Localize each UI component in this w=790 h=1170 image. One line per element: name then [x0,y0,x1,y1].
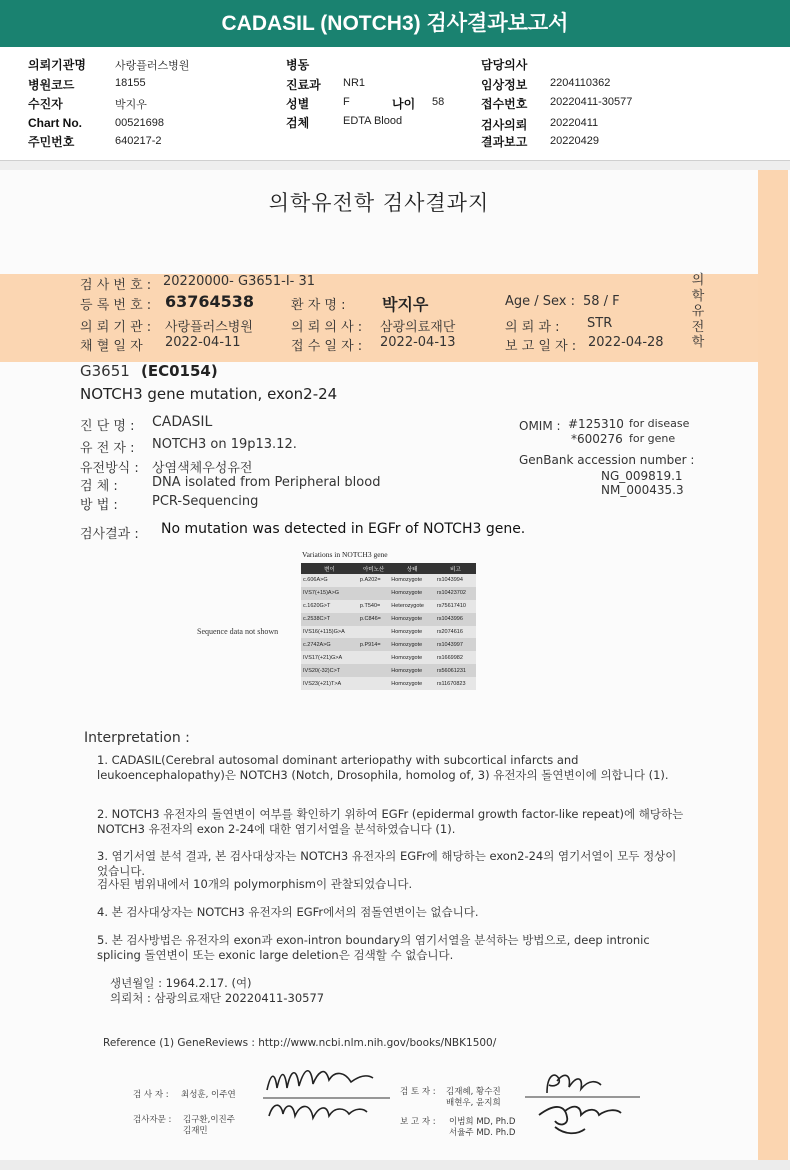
reporter-names-1: 이범희 MD, Ph.D [449,1117,516,1127]
reporter-names-2: 서율주 MD. Ph.D [449,1128,516,1138]
reviewer-signature [525,1065,645,1140]
reporter-label: 보 고 자 : [400,1117,436,1127]
specimen-label: 검체 [286,116,310,130]
band-patient-label: 환 자 명 : [291,298,346,313]
age-sex-label: Age / Sex : [505,294,576,309]
reviewer-label: 검 토 자 : [400,1087,436,1097]
interpretation-item-3: 3. 염기서열 분석 결과, 본 검사대상자는 NOTCH3 유전자의 EGFr에 해당하는 exon2-24의 염기서열이 모두 정상이었습니다. [97,849,677,878]
reg-no-value: 63764538 [165,292,255,311]
dept-label: 진료과 [286,78,321,92]
inheritance-label: 유전방식 : [80,461,139,476]
collect-value: 2022-04-11 [165,335,241,350]
interpretation-item-1: 1. CADASIL(Cerebral autosomal dominant arteriopathy with subcortical infarcts and leukoencephalopathy)은 NOTCH3 (Notch, Drosophila, homolog of, 3) 유전자의 돌연변이에 의합니다 (1). [97,753,669,782]
table-row [301,613,476,626]
ward-label: 병동 [286,58,310,72]
reference: Reference (1) GeneReviews : http://www.ncbi.nlm.nih.gov/books/NBK1500/ [103,1037,497,1049]
table-cell: Homozygote [389,677,435,690]
right-margin-strip [758,170,788,1160]
requester: 의뢰처 : 삼광의료재단 20220411-30577 [110,991,325,1005]
reviewer-names-2: 배현우, 윤지희 [446,1098,501,1108]
variants-header-row [301,563,476,574]
table-cell: rs75617410 [435,600,476,613]
table-cell: c.2538C>T [301,613,358,626]
table-cell: Heterozygote [389,600,435,613]
id-no-value: 640217-2 [115,135,162,147]
method-label: 방 법 : [80,498,118,513]
method-value: PCR-Sequencing [152,494,259,509]
clinical-label: 임상정보 [481,78,528,92]
doctor-label: 담당의사 [481,58,528,72]
advisor-names-2: 김재민 [183,1126,208,1136]
test-code-2: (EC0154) [141,362,218,380]
table-row [301,587,476,600]
chart-no-value: 00521698 [115,117,164,129]
band-dept-value: STR [587,316,613,331]
receive-label: 접 수 일 자 : [291,339,363,354]
age-label: 나이 [392,97,416,111]
table-cell: rs56061231 [435,664,476,677]
variants-title: Variations in NOTCH3 gene [302,550,388,559]
hospital-label: 의뢰기관명 [28,58,86,72]
table-cell [358,587,389,600]
specimen-field-label: 검 체 : [80,479,118,494]
report-title: CADASIL (NOTCH3) 검사결과보고서 [221,12,569,35]
table-cell: Homozygote [389,587,435,600]
table-row [301,664,476,677]
omim-gene-text: for gene [629,432,676,445]
column-header: 아미노산 [358,563,389,574]
table-cell: rs1043997 [435,638,476,651]
table-cell: p.C846= [358,613,389,626]
id-no-label: 주민번호 [28,135,75,149]
table-cell: p.T540= [358,600,389,613]
patient-label: 수진자 [28,97,63,111]
vertical-side-text: 의학유전학 [691,273,705,350]
hospital-value: 사랑플러스병원 [115,60,190,72]
genbank-nm: NM_000435.3 [601,483,684,497]
test-name: NOTCH3 gene mutation, exon2-24 [80,385,338,403]
column-header: 비고 [435,563,476,574]
hospital-code-value: 18155 [115,77,146,89]
age-value: 58 [432,96,445,108]
sex-label: 성별 [286,97,310,111]
gene-label: 유 전 자 : [80,441,135,456]
result-text: No mutation was detected in EGFr of NOTCH3 gene. [161,521,526,537]
band-report-label: 보 고 일 자 : [505,339,577,354]
table-row [301,638,476,651]
table-cell: IVS16(+115)G>A [301,626,358,639]
test-no-value: 20220000- G3651-I- 31 [163,274,316,289]
table-cell: Homozygote [389,626,435,639]
interpretation-title: Interpretation : [84,730,190,746]
band-report-value: 2022-04-28 [588,335,664,350]
sequence-note: Sequence data not shown [197,627,279,636]
clinical-value: 2204110362 [550,77,611,89]
table-cell: p.P914= [358,638,389,651]
age-sex-value: 58 / F [583,294,620,309]
reviewer-names-1: 김재혜, 황수진 [446,1087,501,1097]
specimen-field-value: DNA isolated from Peripheral blood [152,475,381,490]
table-row [301,626,476,639]
reg-no-label: 등 록 번 호 : [80,298,152,313]
tester-label: 검 사 자 : [133,1090,169,1100]
variants-table [301,563,476,690]
genbank-ng: NG_009819.1 [601,469,683,483]
table-cell: rs1043996 [435,613,476,626]
table-cell: rs2074616 [435,626,476,639]
genbank-label: GenBank accession number : [519,453,695,467]
signature-stroke [539,1107,621,1134]
diagnosis-label: 진 단 명 : [80,419,135,434]
omim-disease-text: for disease [629,417,690,430]
table-cell: IVS20(-32)C>T [301,664,358,677]
table-cell: Homozygote [389,638,435,651]
gene-value: NOTCH3 on 19p13.12. [152,437,297,452]
hospital-code-label: 병원코드 [28,78,75,92]
test-code: G3651 [80,362,130,380]
tester-signature [255,1058,405,1138]
signature-stroke [267,1071,373,1090]
diagnosis-value: CADASIL [152,414,213,430]
table-cell: c.606A>G [301,574,358,587]
sex-value: F [343,96,350,108]
band-doctor-label: 의 뢰 의 사 : [291,320,363,335]
table-cell: rs10423702 [435,587,476,600]
interpretation-item-5: 5. 본 검사방법은 유전자의 exon과 exon-intron boundary의 염기서열을 분석하는 방법으로, deep intronic splicing 돌연변이 또는 exonic large deletion은 검색할 수 없습니다. [97,933,650,962]
dept-value: NR1 [343,77,366,89]
document-title: 의학유전학 검사결과지 [268,191,490,215]
table-cell: IVS7(+15)A>G [301,587,358,600]
table-cell: c.2742A>G [301,638,358,651]
table-cell [358,677,389,690]
band-doctor-value: 삼광의료재단 [380,320,456,335]
request-date-label: 검사의뢰 [481,118,528,132]
scanned-report [0,170,790,1160]
separator [0,161,790,170]
chart-no-label: Chart No. [28,116,82,130]
table-cell: rs1669982 [435,651,476,664]
interpretation-item-3b: 검사된 범위내에서 10개의 polymorphism이 관찰되었습니다. [97,877,413,891]
signature-stroke [547,1075,601,1093]
omim-gene-code: *600276 [571,432,623,446]
table-row [301,651,476,664]
patient-value: 박지우 [115,99,147,111]
interpretation-item-4: 4. 본 검사대상자는 NOTCH3 유전자의 EGFr에서의 점돌연변이는 없습니다. [97,905,479,919]
collect-label: 채 혈 일 자 [80,339,143,354]
advisor-label: 검사자문 : [133,1115,172,1125]
table-row [301,574,476,587]
table-cell: rs1043994 [435,574,476,587]
table-cell: p.A202= [358,574,389,587]
birth-date: 생년월일 : 1964.2.17. (여) [110,976,252,990]
patient-info-panel [0,47,790,161]
omim-label: OMIM : [519,419,561,433]
org-value: 사랑플러스병원 [165,320,253,335]
receipt-label: 접수번호 [481,97,528,111]
tester-names: 최성훈, 이주연 [181,1090,236,1100]
column-header: 상태 [389,563,435,574]
table-cell: Homozygote [389,574,435,587]
table-cell: IVS23(+21)T>A [301,677,358,690]
table-cell [358,626,389,639]
table-cell [358,664,389,677]
specimen-value: EDTA Blood [343,115,403,127]
report-header [0,0,790,47]
band-dept-label: 의 뢰 과 : [505,320,560,335]
table-cell: Homozygote [389,664,435,677]
report-date-value: 20220429 [550,135,599,147]
table-cell: Homozygote [389,651,435,664]
column-header: 변이 [301,563,358,574]
signature-stroke [269,1105,367,1118]
table-cell: rs11670823 [435,677,476,690]
bottom-bar [0,1160,790,1170]
table-cell: IVS17(+21)G>A [301,651,358,664]
interpretation-item-2: 2. NOTCH3 유전자의 돌연변이 여부를 확인하기 위하여 EGFr (epidermal growth factor-like repeat)에 해당하는 NOTCH3 유전자의 exon 2-24에 대한 염기서열을 분석하였습니다 (1). [97,807,684,836]
omim-disease-code: #125310 [568,417,624,431]
report-date-label: 결과보고 [481,135,528,149]
table-row [301,677,476,690]
inheritance-value: 상염색체우성유전 [152,461,253,476]
band-patient-value: 박지우 [382,295,429,314]
result-label: 검사결과 : [80,527,139,542]
receive-value: 2022-04-13 [380,335,456,350]
table-cell: c.1620G>T [301,600,358,613]
table-row [301,600,476,613]
test-no-label: 검 사 번 호 : [80,278,152,293]
advisor-names-1: 김구환,이진주 [183,1115,235,1125]
table-cell: Homozygote [389,613,435,626]
receipt-value: 20220411-30577 [550,96,633,108]
request-date-value: 20220411 [550,117,599,129]
table-cell [358,651,389,664]
org-label: 의 뢰 기 관 : [80,320,152,335]
